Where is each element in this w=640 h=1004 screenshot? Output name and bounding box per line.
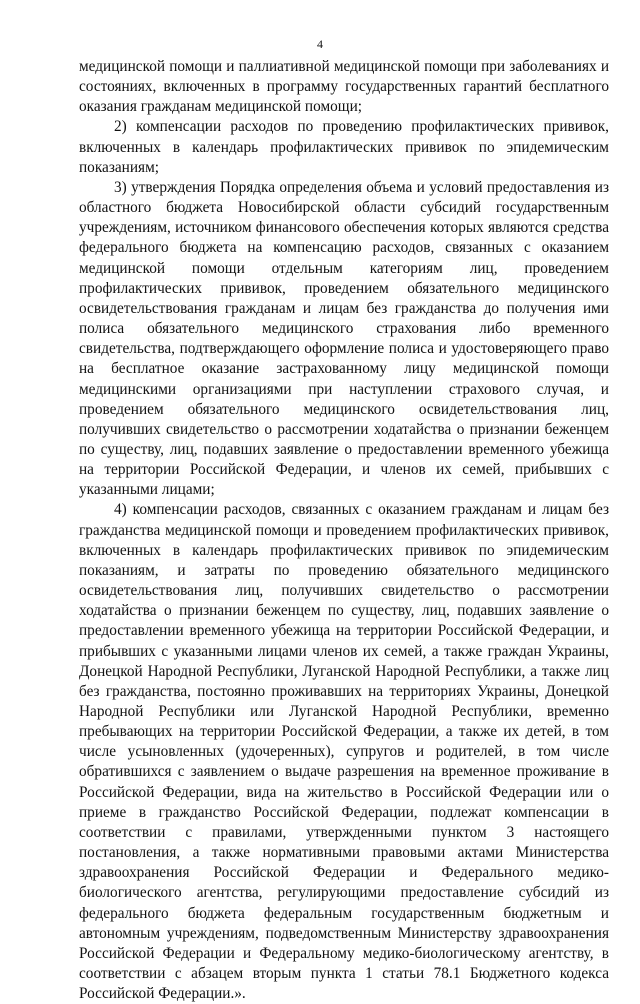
document-body [79, 57, 609, 1004]
paragraph-item-4: 4) компенсации расходов, связанных с оказанием гражданам и лицам без гражданства медицинской помощи и проведением профилактических прививок, включенных в календарь профилактических прививок по эпидемическим показаниям, и затраты по проведению обязательного медицинского освидетельствования лиц, получивших свидетельство о рассмотрении ходатайства о признании беженцем по существу, лиц, подавших заявление о предоставлении временного убежища на территории Российской Федерации, и прибывших с указанными лицами членов их семей, а также граждан Украины, Донецкой Народной Республики, Луганской Народной Республики, а также лиц без гражданства, постоянно проживавших на территориях Украины, Донецкой Народной Республики или Луганской Народной Республики, временно пребывающих на территории Российской Федерации, а также их детей, в том числе усыновленных (удочеренных), супругов и родителей, в том числе обратившихся с заявлением о выдаче разрешения на временное проживание в Российской Федерации, вида на жительство в Российской Федерации или о приеме в гражданство Российской Федерации, подлежат компенсации в соответствии с правилами, утвержденными пунктом 3 настоящего постановления, а также нормативными правовыми актами Министерства здравоохранения Российской Федерации и Федерального медико-биологического агентства, регулирующими предоставление субсидий из федерального бюджета федеральным государственным бюджетным и автономным учреждениям, подведомственным Министерству здравоохранения Российской Федерации и Федеральному медико-биологическому агентству, в соответствии с абзацем вторым пункта 1 статьи 78.1 Бюджетного кодекса Российской Федерации.». [79, 501, 609, 1003]
paragraph-item-3: 3) утверждения Порядка определения объема и условий предоставления из областного бюджета Новосибирской области субсидий государственным учреждениям, источником финансового обеспечения которых являются средства федерального бюджета на компенсацию расходов, связанных с оказанием медицинской помощи отдельным категориям лиц, проведением профилактических прививок, проведением обязательного медицинского освидетельствования гражданам и лицам без гражданства до получения ими полиса обязательного медицинского страхования либо временного свидетельства, подтверждающего оформление полиса и удостоверяющего право на бесплатное оказание застрахованному лицу медицинской помощи медицинскими организациями при наступлении страхового случая, и проведением обязательного медицинского освидетельствования лиц, получивших свидетельство о рассмотрении ходатайства о признании беженцем по существу, лиц, подавших заявление о предоставлении временного убежища на территории Российской Федерации, и членов их семей, прибывших с указанными лицами; [79, 178, 609, 499]
paragraph-continuation: медицинской помощи и паллиативной медицинской помощи при заболеваниях и состояниях, включенных в программу государственных гарантий бесплатного оказания гражданам медицинской помощи; [79, 58, 609, 116]
paragraph-item-2: 2) компенсации расходов по проведению профилактических прививок, включенных в календарь профилактических прививок по эпидемическим показаниям; [79, 118, 609, 176]
page-number: 4 [317, 37, 323, 51]
